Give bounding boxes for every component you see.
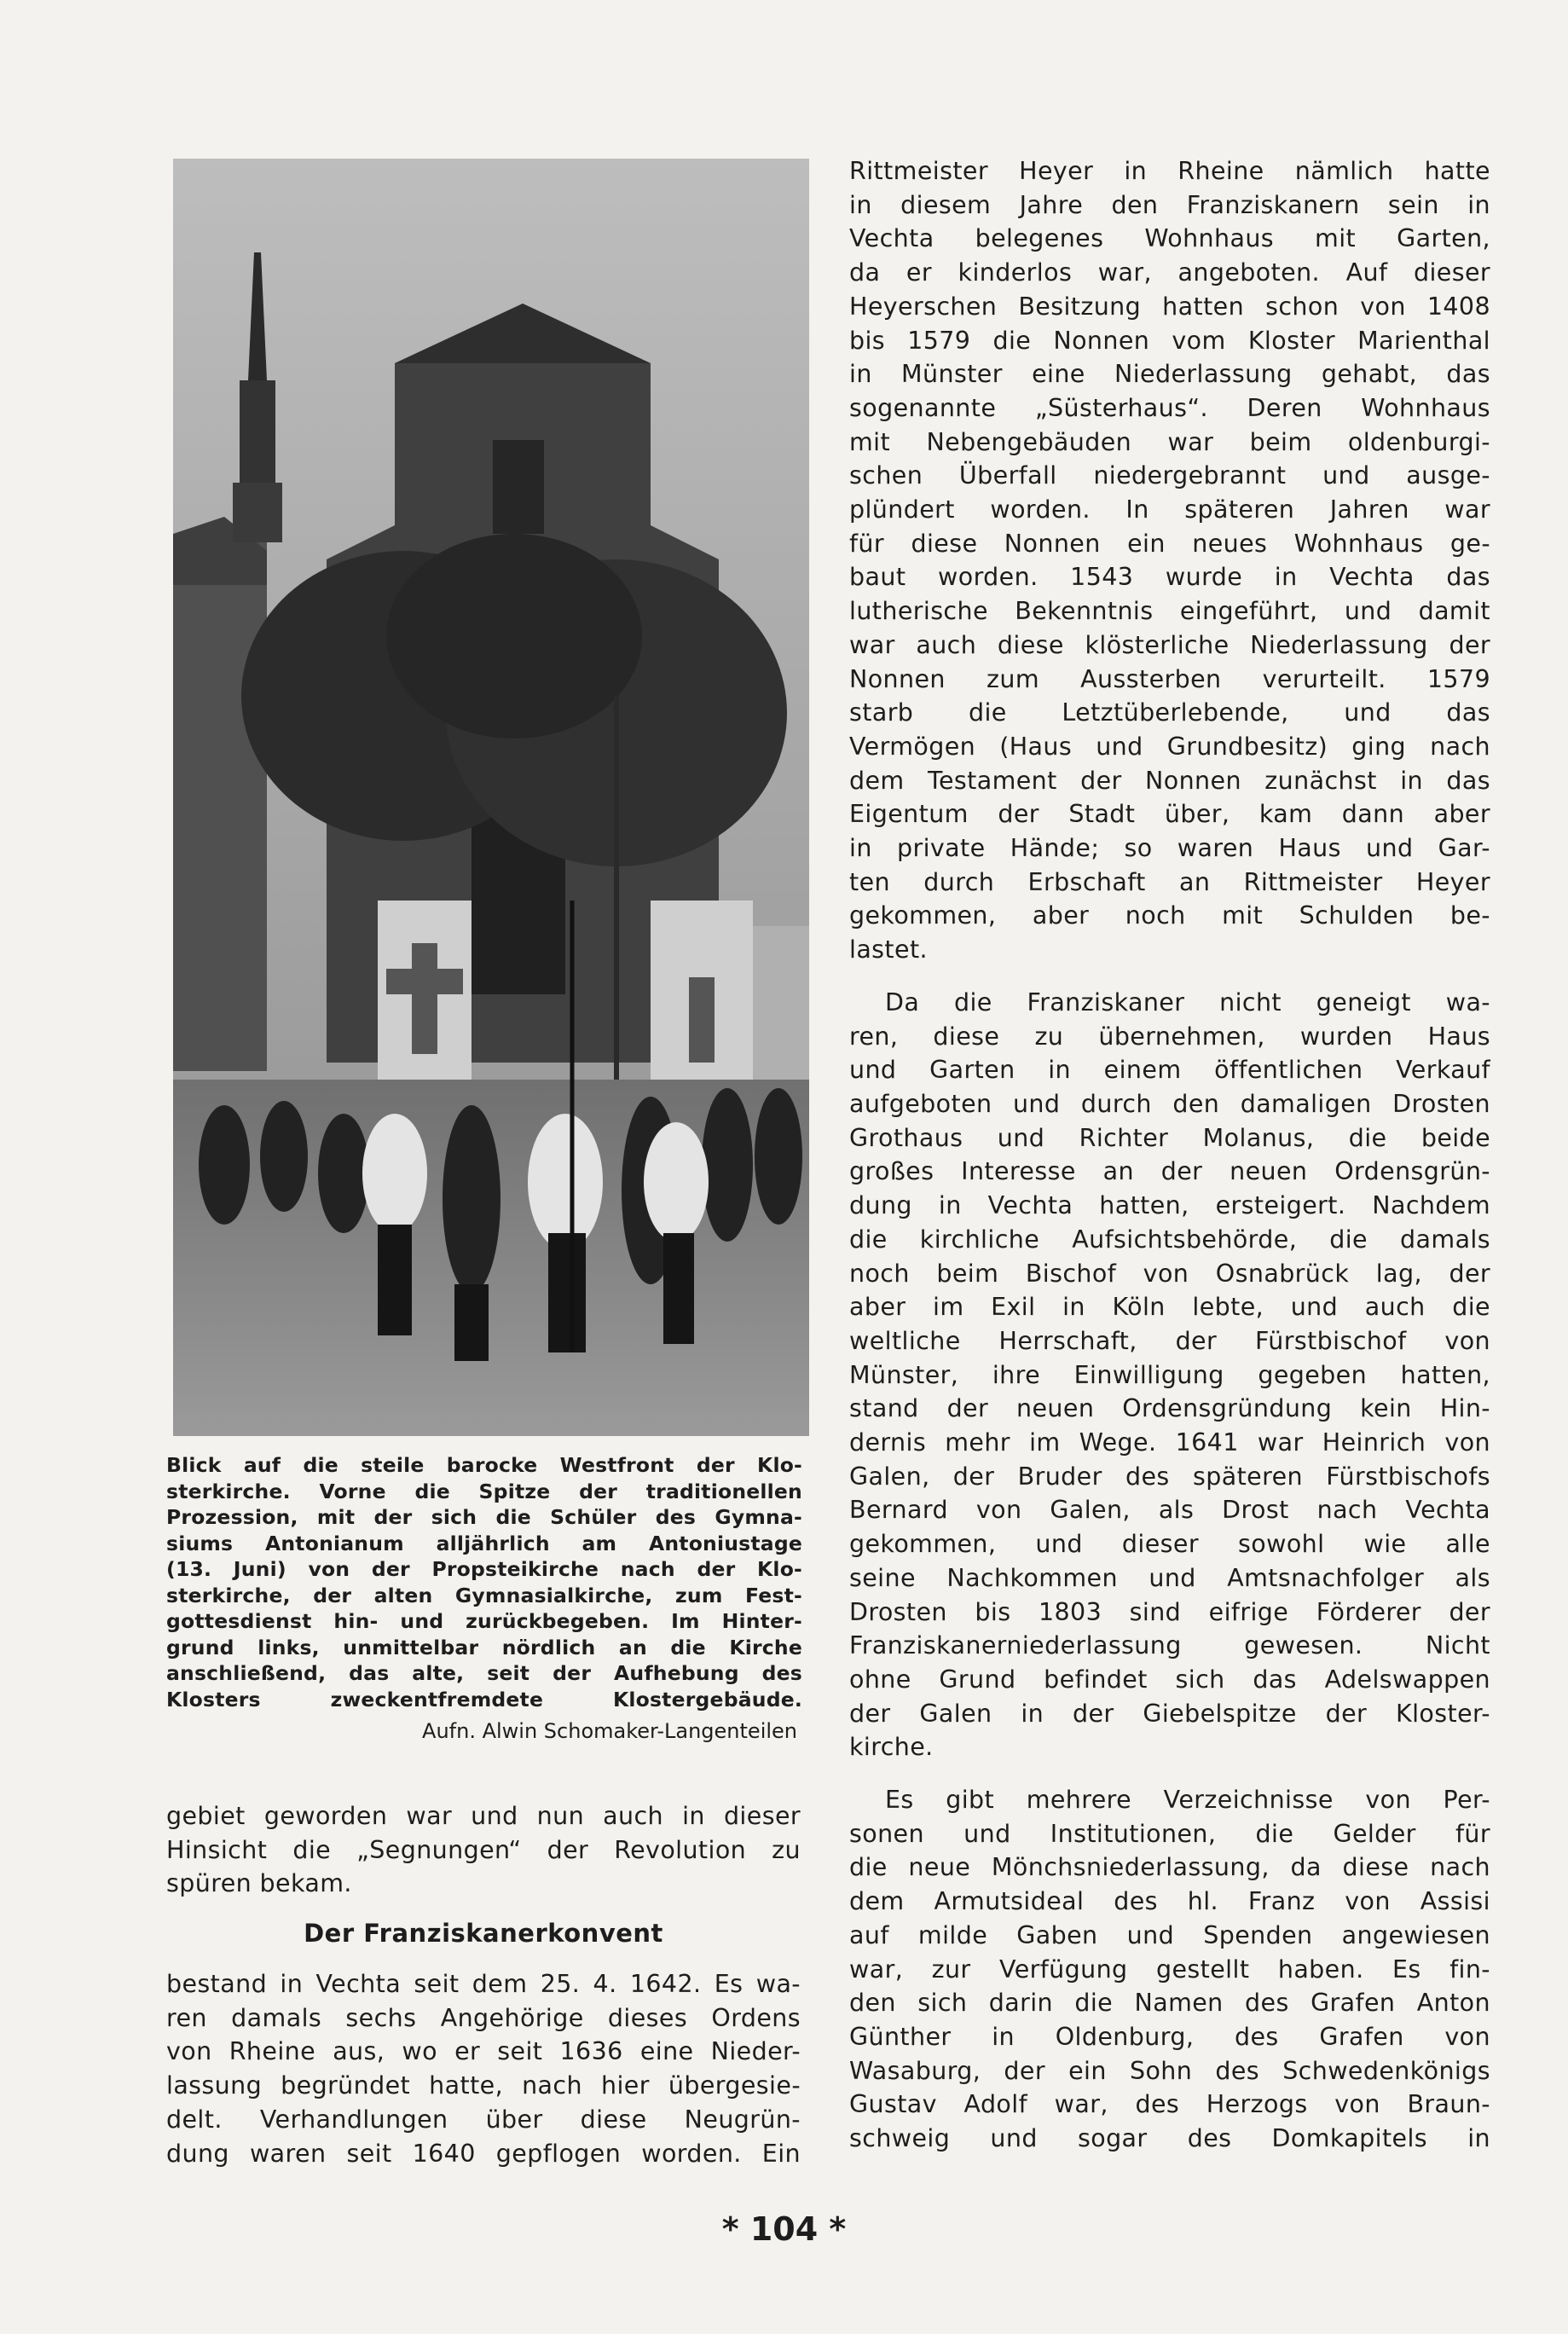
text-line: starb die Letztüberlebende, und das xyxy=(849,698,1490,727)
text-line: gebiet geworden war und nun auch in dieser xyxy=(166,1802,801,1830)
photo-credit: Aufn. Alwin Schomaker-Langenteilen xyxy=(422,1719,797,1743)
text-line: Rittmeister Heyer in Rheine nämlich hatte xyxy=(849,157,1490,185)
right-column xyxy=(849,154,1490,2156)
text-line: schen Überfall niedergebrannt und ausge- xyxy=(849,461,1490,490)
text-line: dung in Vechta hatten, ersteigert. Nachdem xyxy=(849,1191,1490,1220)
text-line: kirche. xyxy=(849,1733,934,1762)
text-line: Münster, ihre Einwilligung gegeben hatten, xyxy=(849,1360,1490,1389)
text-line: Heyerschen Besitzung hatten schon von 1408 xyxy=(849,292,1490,321)
caption-line: siums Antonianum alljährlich am Antoniustage xyxy=(166,1531,802,1555)
text-line: stand der neuen Ordensgründung kein Hin- xyxy=(849,1394,1490,1423)
text-line: dem Testament der Nonnen zunächst in das xyxy=(849,766,1490,795)
text-line: auf milde Gaben und Spenden angewiesen xyxy=(849,1920,1490,1949)
caption-line: Prozession, mit der sich die Schüler des Gymna- xyxy=(166,1505,802,1529)
caption-line: anschließend, das alte, seit der Aufhebung des xyxy=(166,1661,802,1685)
caption-line: sterkirche. Vorne die Spitze der traditionellen xyxy=(166,1479,802,1503)
text-line: großes Interesse an der neuen Ordensgrün- xyxy=(849,1157,1490,1186)
text-line: für diese Nonnen ein neues Wohnhaus ge- xyxy=(849,529,1490,558)
caption-line: Klosters zweckentfremdete Klostergebäude. xyxy=(166,1687,802,1711)
church-procession-image xyxy=(173,159,809,1436)
text-line: der Galen in der Giebelspitze der Kloster- xyxy=(849,1699,1490,1728)
church-photograph xyxy=(173,159,809,1436)
text-line: aufgeboten und durch den damaligen Drosten xyxy=(849,1089,1490,1118)
text-line: Vechta belegenes Wohnhaus mit Garten, xyxy=(849,224,1490,253)
text-line: delt. Verhandlungen über diese Neugrün- xyxy=(166,2105,801,2134)
text-line: Drosten bis 1803 sind eifrige Förderer der xyxy=(849,1597,1490,1626)
caption-line: sterkirche, der alten Gymnasialkirche, zum Fest- xyxy=(166,1583,802,1607)
text-line: war auch diese klösterliche Niederlassung der xyxy=(849,630,1490,659)
right-paragraph-3 xyxy=(849,1783,1490,2156)
caption-line: gottesdienst hin- und zurückbegeben. Im Hinter- xyxy=(166,1609,802,1633)
text-line: dernis mehr im Wege. 1641 war Heinrich von xyxy=(849,1428,1490,1457)
text-line: Vermögen (Haus und Grundbesitz) ging nach xyxy=(849,732,1490,761)
text-line: lastet. xyxy=(849,935,928,964)
text-line: Franziskanerniederlassung gewesen. Nicht xyxy=(849,1631,1490,1660)
text-line: Wasaburg, der ein Sohn des Schwedenkönigs xyxy=(849,2056,1490,2085)
text-line: ren damals sechs Angehörige dieses Ordens xyxy=(166,2003,801,2032)
text-line: weltliche Herrschaft, der Fürstbischof von xyxy=(849,1326,1490,1355)
text-line: gekommen, und dieser sowohl wie alle xyxy=(849,1530,1490,1559)
caption-line: grund links, unmittelbar nördlich an die Kirche xyxy=(166,1635,802,1659)
right-paragraph-1 xyxy=(849,154,1490,967)
text-line: dem Armutsideal des hl. Franz von Assisi xyxy=(849,1887,1490,1916)
text-line: in diesem Jahre den Franziskanern sein in xyxy=(849,190,1490,219)
text-line: bestand in Vechta seit dem 25. 4. 1642. Es wa- xyxy=(166,1970,801,1998)
text-line: Hinsicht die „Segnungen“ der Revolution zu xyxy=(166,1835,801,1864)
text-line: Nonnen zum Aussterben verurteilt. 1579 xyxy=(849,664,1490,693)
text-line: Grothaus und Richter Molanus, die beide xyxy=(849,1123,1490,1152)
section-heading: Der Franziskanerkonvent xyxy=(304,1919,663,1948)
left-column-paragraph-2 xyxy=(166,1967,801,2170)
text-line: schweig und sogar des Domkapitels in xyxy=(849,2124,1490,2153)
text-line: plündert worden. In späteren Jahren war xyxy=(849,495,1490,524)
text-line: Bernard von Galen, als Drost nach Vechta xyxy=(849,1496,1490,1525)
text-line: dung waren seit 1640 gepflogen worden. Ein xyxy=(166,2139,801,2168)
right-paragraph-2 xyxy=(849,986,1490,1764)
text-line: die neue Mönchsniederlassung, da diese nach xyxy=(849,1853,1490,1882)
caption-line: (13. Juni) von der Propsteikirche nach der Klo- xyxy=(166,1557,802,1581)
left-column-paragraph-1 xyxy=(166,1799,801,1901)
text-line: ohne Grund befindet sich das Adelswappen xyxy=(849,1665,1490,1694)
text-line: seine Nachkommen und Amtsnachfolger als xyxy=(849,1563,1490,1592)
text-line: ten durch Erbschaft an Rittmeister Heyer xyxy=(849,867,1490,896)
text-line: Gustav Adolf war, des Herzogs von Braun- xyxy=(849,2090,1490,2119)
text-line: Da die Franziskaner nicht geneigt wa- xyxy=(885,987,1490,1016)
text-line: die kirchliche Aufsichtsbehörde, die damals xyxy=(849,1225,1490,1254)
text-line: in Münster eine Niederlassung gehabt, das xyxy=(849,360,1490,389)
paragraph-gap xyxy=(849,967,1490,986)
text-line: gekommen, aber noch mit Schulden be- xyxy=(849,901,1490,930)
photo-caption xyxy=(166,1452,802,1712)
text-line: da er kinderlos war, angeboten. Auf dieser xyxy=(849,258,1490,287)
text-line: den sich darin die Namen des Grafen Anton xyxy=(849,1989,1490,2018)
text-line: noch beim Bischof von Osnabrück lag, der xyxy=(849,1259,1490,1288)
text-line: Galen, der Bruder des späteren Fürstbischofs xyxy=(849,1462,1490,1491)
text-line: lassung begründet hatte, nach hier übergesie- xyxy=(166,2071,801,2100)
text-line: und Garten in einem öffentlichen Verkauf xyxy=(849,1056,1490,1085)
text-line: Es gibt mehrere Verzeichnisse von Per- xyxy=(885,1786,1490,1815)
text-line: mit Nebengebäuden war beim oldenburgi- xyxy=(849,427,1490,456)
text-line: aber im Exil in Köln lebte, und auch die xyxy=(849,1293,1490,1322)
text-line: Eigentum der Stadt über, kam dann aber xyxy=(849,800,1490,829)
text-line: war, zur Verfügung gestellt haben. Es fin- xyxy=(849,1955,1490,1984)
caption-line: Blick auf die steile barocke Westfront der Klo- xyxy=(166,1453,802,1477)
page-number: * 104 * xyxy=(721,2210,847,2248)
text-line: spüren bekam. xyxy=(166,1869,352,1898)
text-line: bis 1579 die Nonnen vom Kloster Marienthal xyxy=(849,326,1490,355)
text-line: baut worden. 1543 wurde in Vechta das xyxy=(849,563,1490,592)
text-line: Günther in Oldenburg, des Grafen von xyxy=(849,2022,1490,2051)
text-line: in private Hände; so waren Haus und Gar- xyxy=(849,834,1490,863)
text-line: von Rheine aus, wo er seit 1636 eine Nieder- xyxy=(166,2037,801,2066)
text-line: lutherische Bekenntnis eingeführt, und damit xyxy=(849,597,1490,626)
text-line: ren, diese zu übernehmen, wurden Haus xyxy=(849,1022,1490,1051)
text-line: sogenannte „Süsterhaus“. Deren Wohnhaus xyxy=(849,393,1490,422)
paragraph-gap xyxy=(849,1764,1490,1783)
text-line: sonen und Institutionen, die Gelder für xyxy=(849,1819,1490,1848)
